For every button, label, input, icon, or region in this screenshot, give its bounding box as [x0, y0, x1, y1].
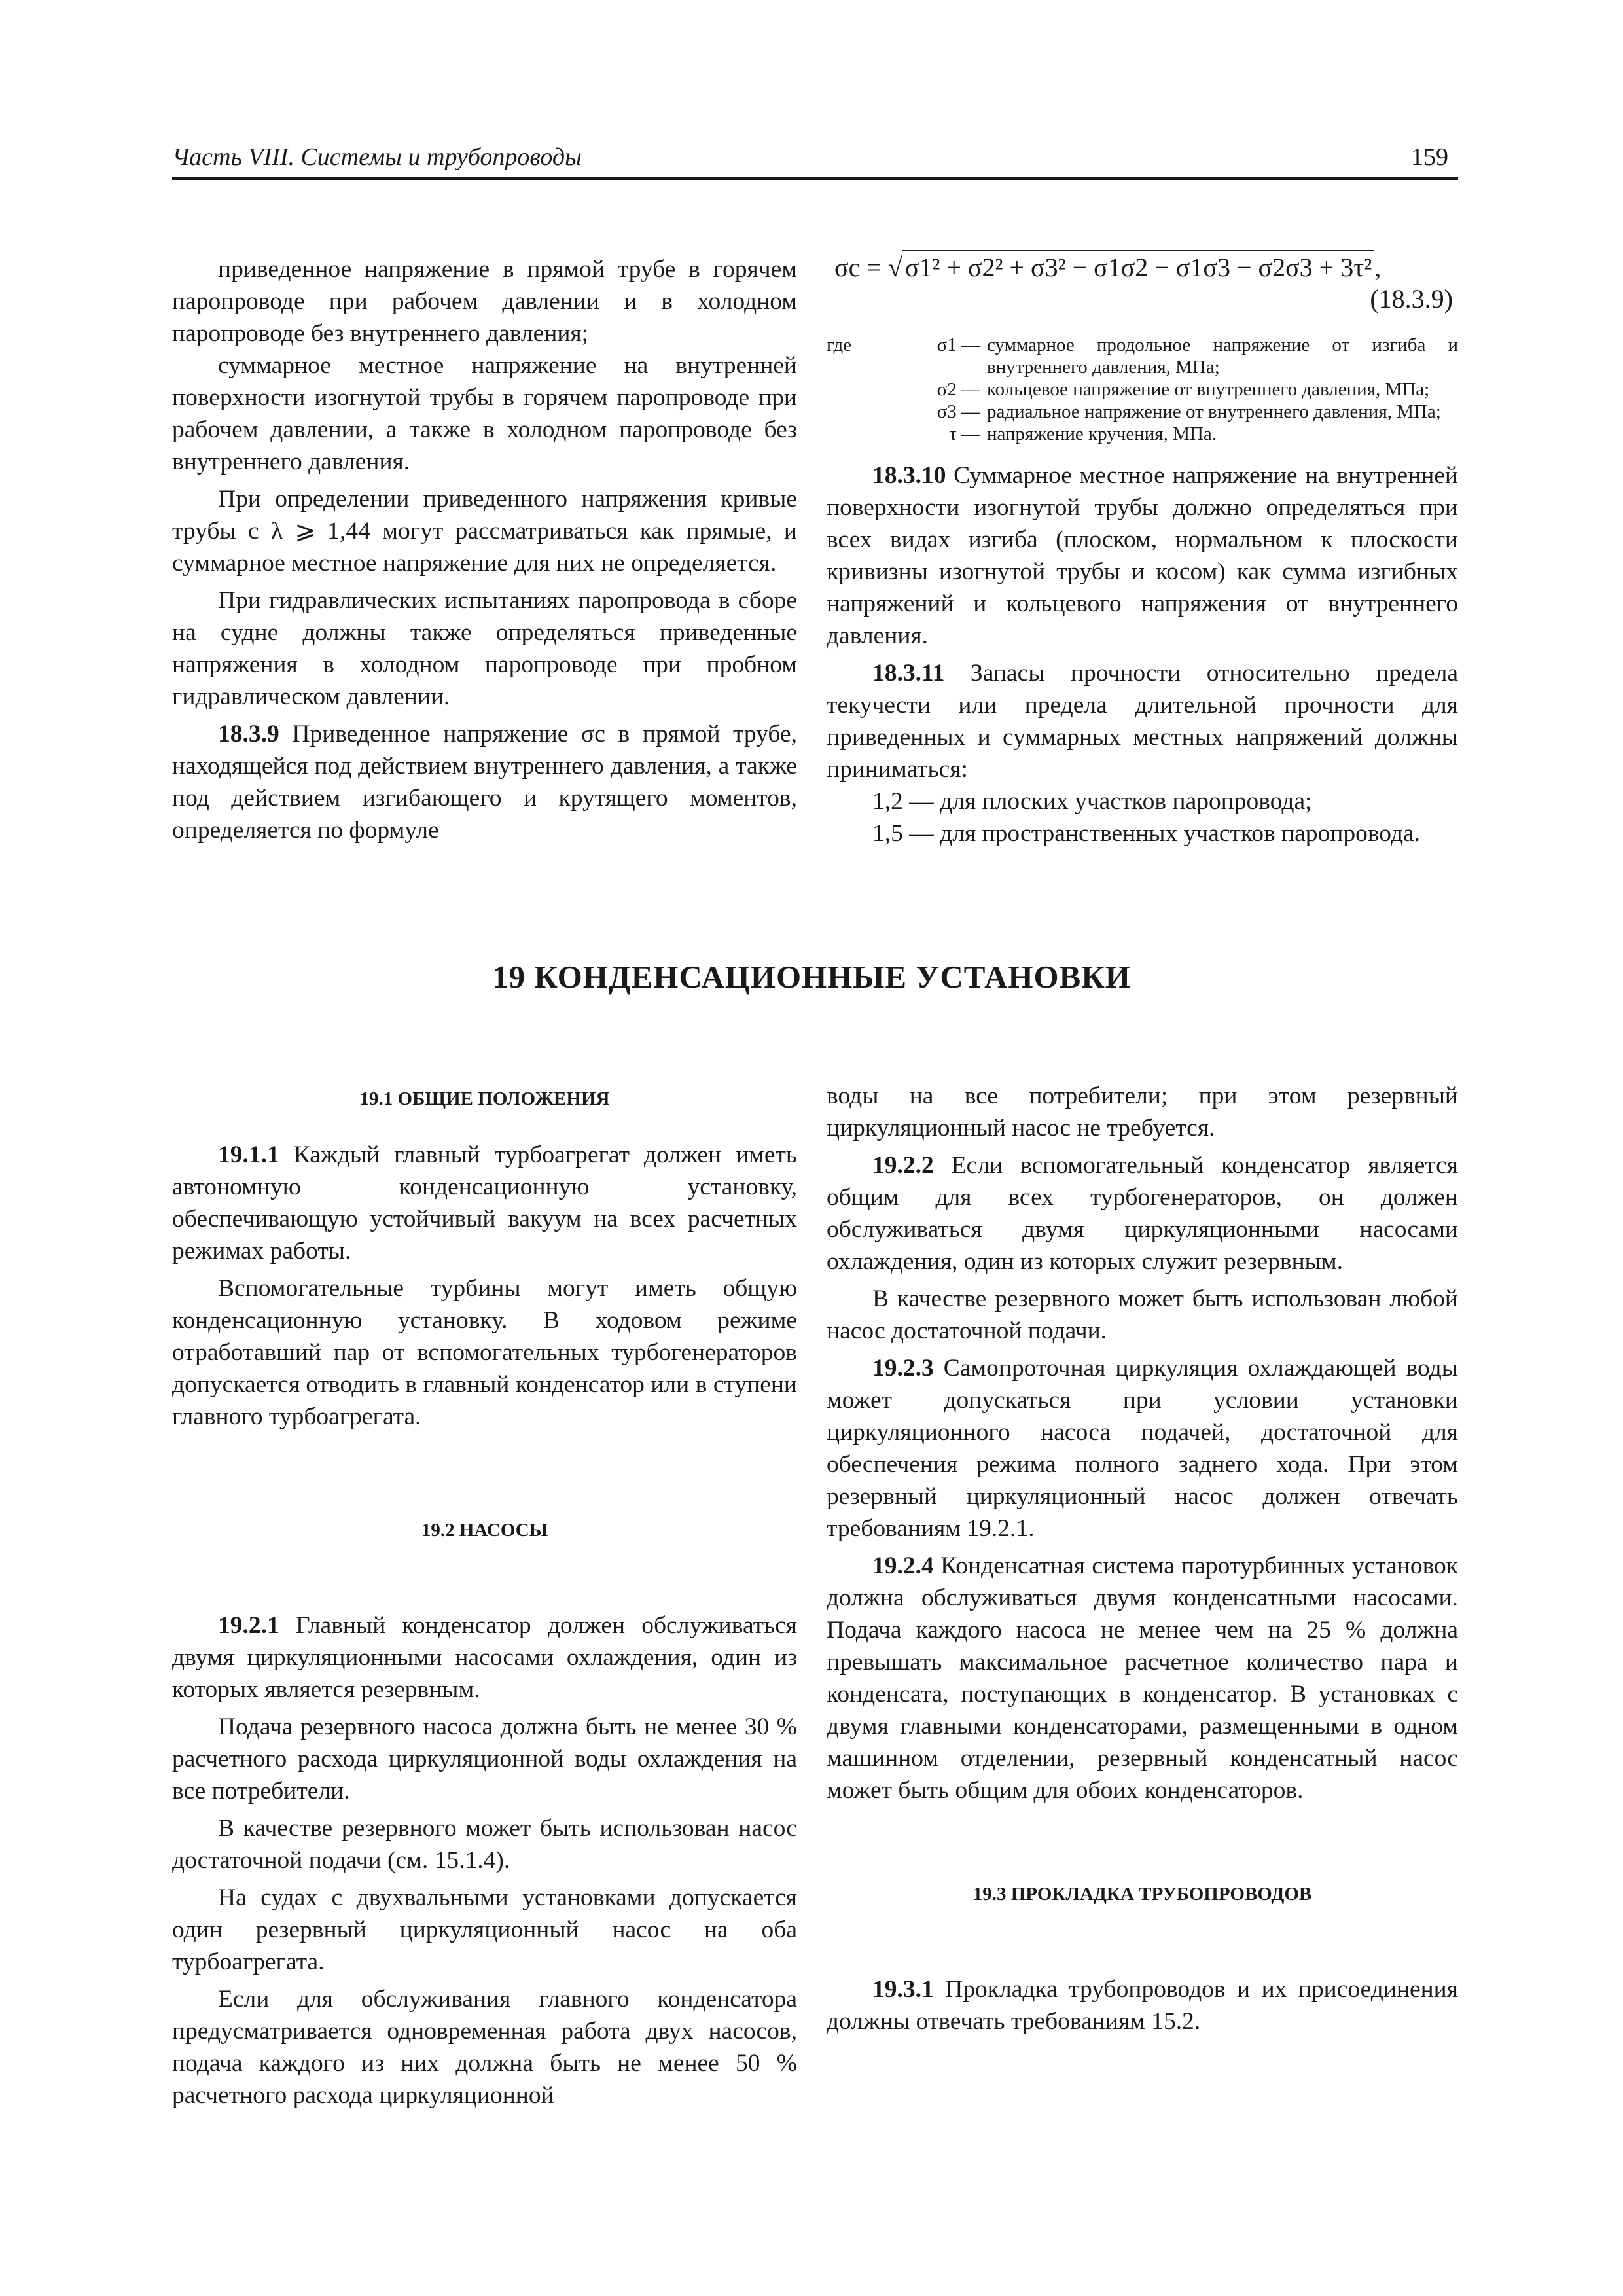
paragraph-text: Главный конденсатор должен обслуживаться двумя циркуляционными насосами охлаждения, один из которых является резервным.: [172, 1612, 797, 1703]
paragraph: [827, 1973, 1458, 2037]
clause-number: 18.3.10: [872, 462, 946, 489]
formula-number: (18.3.9): [1370, 284, 1453, 314]
formula-lhs: σc =: [834, 253, 888, 282]
paragraph: В качестве резервного может быть использован любой насос достаточной подачи.: [827, 1285, 1458, 1344]
legend-symbol: σ2 —: [936, 379, 980, 400]
paragraph: приведенное напряжение в прямой трубе в горячем паропроводе при рабочем давлении и в холодном паропроводе без внутреннего давления;: [172, 256, 797, 347]
legend-text: радиальное напряжение от внутреннего давления, МПа;: [987, 401, 1441, 422]
bottom-right-column: [827, 1080, 1458, 2037]
paragraph: [172, 718, 797, 846]
section-title: 19.2 НАСОСЫ: [421, 1520, 548, 1541]
paragraph-text: Прокладка трубопроводов и их присоединения должны отвечать требованиям 15.2.: [827, 1976, 1458, 2035]
paragraph: [827, 1149, 1458, 1278]
legend-text: кольцевое напряжение от внутреннего давления, МПа;: [987, 379, 1430, 400]
paragraph: На судах с двухвальными установками допускается один резервный циркуляционный насос на оба турбоагрегата.: [172, 1884, 797, 1975]
legend-text: напряжение кручения, МПа.: [987, 423, 1217, 444]
paragraph: [172, 1609, 797, 1706]
paragraph-text: Конденсатная система паротурбинных установок должна обслуживаться двумя конденсатными насосами. Подача каждого насоса не менее чем на 25 % должна превышать максимальное расчетное количество пара и конденсата, поступающих в конденсатор. В установках с двумя главными конденсаторами, размещенными в одном машинном отделении, резервный конденсатный насос может быть общим для обоих конденсаторов.: [827, 1552, 1458, 1804]
clause-number: 18.3.9: [218, 721, 279, 747]
legend-row: [827, 401, 1458, 423]
section-title: 19.3 ПРОКЛАДКА ТРУБОПРОВОДОВ: [972, 1884, 1312, 1905]
legend-symbol: τ —: [949, 423, 980, 444]
paragraph: При определении приведенного напряжения кривые трубы с λ ⩾ 1,44 могут рассматриваться как прямые, и суммарное местное напряжение для них не определяется.: [172, 486, 797, 577]
paragraph: [172, 1139, 797, 1267]
paragraph: [827, 459, 1458, 652]
clause-number: 18.3.11: [872, 660, 945, 687]
paragraph-text: Самопроточная циркуляция охлаждающей воды может допускаться при условии установки циркуляционного насоса подачей, достаточной для обеспечения режима полного заднего хода. При этом резервный циркуляционный насос должен отвечать требованиям 19.2.1.: [827, 1355, 1458, 1542]
page-number: 159: [1411, 143, 1448, 171]
legend-text: суммарное продольное напряжение от изгиба и внутреннего давления, МПа;: [987, 334, 1458, 378]
legend-row: [827, 378, 1458, 401]
paragraph: Если для обслуживания главного конденсатора предусматривается одновременная работа двух насосов, подача каждого из них должна быть не менее 50 % расчетного расхода циркуляционной: [172, 1986, 797, 2109]
top-right-column: [827, 250, 1458, 850]
header-rule: [172, 177, 1458, 180]
formula-tail: ,: [1374, 253, 1382, 282]
section-title: 19.1 ОБЩИЕ ПОЛОЖЕНИЯ: [359, 1088, 610, 1109]
paragraph-text: Если вспомогательный конденсатор является общим для всех турбогенераторов, он должен обслуживаться двумя циркуляционными насосами охлаждения, один из которых служит резервным.: [827, 1152, 1458, 1275]
paragraph: [827, 1550, 1458, 1806]
page-header: [172, 143, 1448, 179]
top-left-column: [172, 253, 797, 846]
clause-number: 19.1.1: [218, 1141, 279, 1168]
list-item: 1,2 — для плоских участков паропровода;: [872, 788, 1312, 815]
paragraph: Подача резервного насоса должна быть не менее 30 % расчетного расхода циркуляционной воды охлаждения на все потребители.: [172, 1713, 797, 1804]
paragraph: [827, 657, 1458, 785]
legend-symbol: σ3 —: [936, 401, 980, 422]
chapter-title: 19 КОНДЕНСАЦИОННЫЕ УСТАНОВКИ: [492, 959, 1131, 995]
legend-row: [827, 423, 1458, 445]
running-title: Часть VIII. Системы и трубопроводы: [172, 143, 582, 171]
paragraph: В качестве резервного может быть использован насос достаточной подачи (см. 15.1.4).: [172, 1815, 797, 1874]
paragraph: [827, 1352, 1458, 1545]
legend-row: [827, 334, 1458, 378]
list-item: 1,5 — для пространственных участков паропровода.: [872, 820, 1421, 847]
legend-symbol: σ1 —: [936, 334, 980, 355]
formula-18-3-9: [827, 250, 1458, 321]
clause-number: 19.2.4: [872, 1552, 934, 1579]
paragraph: воды на все потребители; при этом резервный циркуляционный насос не требуется.: [827, 1083, 1458, 1141]
paragraph: суммарное местное напряжение на внутренней поверхности изогнутой трубы в горячем паропроводе при рабочем давлении, а также в холодном паропроводе без внутреннего давления.: [172, 352, 797, 475]
paragraph: Вспомогательные турбины могут иметь общую конденсационную установку. В ходовом режиме отработавший пар от вспомогательных турбогенераторов допускается отводить в главный конденсатор или в ступени главного турбоагрегата.: [172, 1275, 797, 1430]
formula-body: σ1² + σ2² + σ3² − σ1σ2 − σ1σ3 − σ2σ3 + 3τ²: [902, 250, 1374, 284]
legend-where: где: [827, 334, 852, 355]
paragraph-text: Каждый главный турбоагрегат должен иметь автономную конденсационную установку, обеспечивающую устойчивый вакуум на всех расчетных режимах работы.: [172, 1141, 797, 1265]
bottom-left-column: [172, 1083, 797, 2111]
clause-number: 19.2.2: [872, 1152, 934, 1179]
formula-legend: [827, 334, 1458, 445]
clause-number: 19.2.3: [872, 1355, 934, 1382]
paragraph-text: Приведенное напряжение σc в прямой трубе, находящейся под действием внутреннего давления, а также под действием изгибающего и крутящего моментов, определяется по формуле: [172, 721, 797, 844]
clause-number: 19.2.1: [218, 1612, 279, 1639]
paragraph: При гидравлических испытаниях паропровода в сборе на судне должны также определяться приведенные напряжения в холодном паропроводе при пробном гидравлическом давлении.: [172, 587, 797, 710]
paragraph-text: Запасы прочности относительно предела текучести или предела длительной прочности для приведенных и суммарных местных напряжений должны приниматься:: [827, 660, 1458, 783]
clause-number: 19.3.1: [872, 1976, 934, 2003]
paragraph-text: Суммарное местное напряжение на внутренней поверхности изогнутой трубы должно определяться при всех видах изгиба (плоском, нормальном к плоскости кривизны изогнутой трубы и косом) как сумма изгибных напряжений и кольцевого напряжения от внутреннего давления.: [827, 462, 1458, 649]
sqrt-sign: √: [887, 253, 902, 282]
